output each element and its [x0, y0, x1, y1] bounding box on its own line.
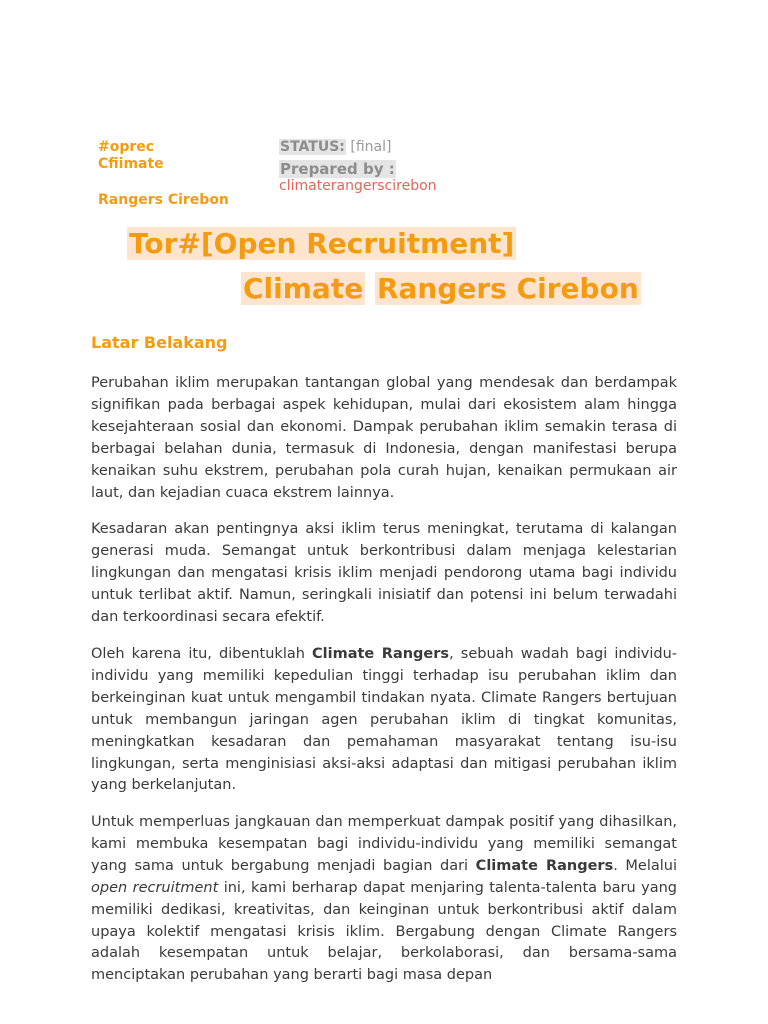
author-name: climaterangerscirebon	[279, 178, 437, 194]
status-value: [final]	[350, 139, 392, 155]
paragraph-1: Perubahan iklim merupakan tantangan global yang mendesak dan berdampak signifikan pada berbagai aspek kehidupan, mulai dari ekosistem alam hingga kesejahteraan sosial dan ekonomi. Dampak perubahan iklim semakin terasa di berbagai belahan dunia, termasuk di Indonesia, dengan manifestasi berupa kenaikan suhu ekstrem, perubahan pola curah hujan, kenaikan permukaan air laut, dan kejadian cuaca ekstrem lainnya.	[91, 375, 677, 501]
tag-line-2: Cfiimate	[98, 156, 164, 172]
paragraph-3-intro: Oleh karena itu, dibentuklah	[91, 646, 313, 662]
paragraph-4-mid: . Melalui	[613, 857, 678, 874]
paragraph-3-bold: Climate Rangers	[312, 646, 450, 662]
prepared-by-author	[279, 177, 437, 195]
paragraph-4	[91, 812, 677, 987]
doc-title-line-2	[241, 271, 641, 307]
paragraph-4-intro: Untuk memperluas jangkauan dan memperkuat dampak positif yang dihasilkan, kami membuka kesempatan bagi individu-individu yang memiliki semangat yang sama untuk bergabung menjadi bagian dari	[91, 814, 677, 874]
status-row	[279, 138, 391, 156]
status-label: STATUS:	[280, 139, 345, 155]
title-line-1-text: Tor#[Open Recruitment]	[129, 227, 515, 260]
title-word-climate: Climate	[243, 272, 364, 305]
title-rangers-cirebon: Rangers Cirebon	[376, 272, 639, 305]
section-heading: Latar Belakang	[91, 333, 228, 352]
paragraph-2: Kesadaran akan pentingnya aksi iklim terus meningkat, terutama di kalangan generasi muda. Semangat untuk berkontribusi dalam menjaga kelestarian lingkungan dan mengatasi krisis iklim menjadi pendorong utama bagi individu untuk terlibat aktif. Namun, seringkali inisiatif dan potensi ini belum terwadahi dan terkoordinasi secara efektif.	[91, 521, 677, 625]
paragraph-3-body: , sebuah wadah bagi individu-individu yang memiliki kepedulian tinggi terhadap isu perubahan iklim dan berkeinginan kuat untuk mengambil tindakan nyata. Climate Rangers bertujuan untuk membangun jaringan agen perubahan iklim di tingkat komunitas, meningkatkan kesadaran dan pemahaman masyarakat tentang isu-isu lingkungan, serta menginisiasi aksi-aksi adaptasi dan mitigasi perubahan iklim yang berkelanjutan.	[91, 646, 678, 794]
tag-line-1: #oprec	[98, 139, 155, 155]
paragraph-4-bold: Climate Rangers	[475, 857, 614, 874]
prepared-by-label: Prepared by :	[280, 160, 395, 178]
paragraph-4-italic: open recruitment	[91, 879, 219, 896]
paragraph-3	[91, 644, 677, 797]
doc-title-line-1	[127, 226, 516, 262]
paragraph-4-body: ini, kami berharap dapat menjaring talenta-talenta baru yang memiliki dedikasi, kreativitas, dan keinginan untuk berkontribusi aktif dalam upaya kolektif mengatasi krisis iklim. Bergabung dengan Climate Rangers adalah kesempatan untuk belajar, berkolaborasi, dan bersama-sama menciptakan perubahan yang berarti bagi masa depan	[91, 879, 677, 984]
tag-line-3: Rangers Cirebon	[98, 192, 229, 208]
